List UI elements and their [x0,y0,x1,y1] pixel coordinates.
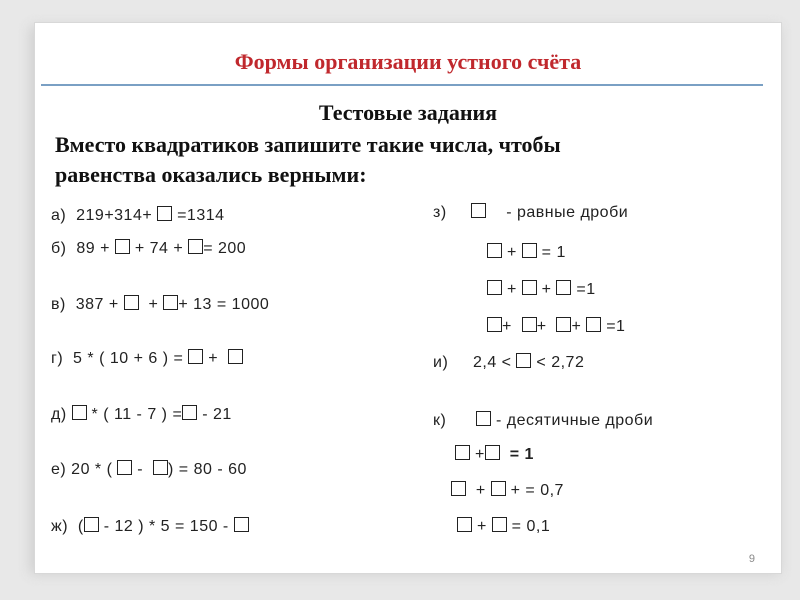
answer-box[interactable] [157,206,172,221]
answer-box[interactable] [485,445,500,460]
answer-box[interactable] [117,460,132,475]
answer-box[interactable] [522,280,537,295]
answer-box[interactable] [124,295,139,310]
task-text: + = 0,7 [505,482,564,499]
answer-box[interactable] [492,517,507,532]
answer-box[interactable] [228,349,243,364]
answer-box[interactable] [84,517,99,532]
task-text: - десятичные дроби [495,412,654,429]
answer-box[interactable] [522,317,537,332]
task-g [51,349,243,368]
task-k-3 [457,517,550,536]
task-e [51,460,247,479]
task-text: ) = 80 - 60 [168,461,247,478]
task-a [51,206,225,225]
task-text: + [502,244,522,261]
task-text: г) 5 * ( 10 + 6 ) = [51,350,189,367]
answer-box[interactable] [491,481,506,496]
answer-box[interactable] [451,481,466,496]
task-text: - 21 [197,406,232,423]
answer-box[interactable] [234,517,249,532]
task-text: = 1 [536,244,566,261]
answer-box[interactable] [188,349,203,364]
answer-box[interactable] [487,280,502,295]
task-text: =1314 [172,207,225,224]
task-i [433,353,584,372]
task-text: + [470,446,485,463]
task-zh [51,517,249,536]
task-text: - 12 ) * 5 = 150 - [98,518,234,535]
task-text: и) 2,4 < [433,354,517,371]
task-z-1 [487,243,566,262]
slide-title: Формы организации устного счёта [234,49,582,74]
answer-box[interactable] [586,317,601,332]
task-text: =1 [601,318,626,335]
task-z-2 [487,280,596,299]
task-v [51,295,269,314]
task-text: + [502,281,522,298]
task-text: + [571,318,587,335]
task-text: + [536,318,557,335]
task-text: а) 219+314+ [51,207,158,224]
answer-box[interactable] [153,460,168,475]
instruction-line-1: Вместо квадратиков запишите такие числа, чтобы [55,132,561,157]
answer-box[interactable] [163,295,178,310]
task-b [51,239,246,258]
answer-box[interactable] [556,280,571,295]
task-text: = 1 [499,446,534,463]
slide [34,22,782,574]
answer-box[interactable] [72,405,87,420]
task-z [433,203,628,222]
task-z-3 [487,317,625,336]
answer-box[interactable] [471,203,486,218]
answer-box[interactable] [457,517,472,532]
answer-box[interactable] [556,317,571,332]
answer-box[interactable] [487,317,502,332]
task-text: б) 89 + [51,240,115,257]
answer-box[interactable] [487,243,502,258]
task-text: + [138,296,164,313]
task-label: к) [433,412,447,429]
title-divider [41,84,763,86]
task-text: + [502,318,522,335]
answer-box[interactable] [182,405,197,420]
task-label: з) [433,204,447,221]
answer-box[interactable] [516,353,531,368]
task-text: в) 387 + [51,296,124,313]
task-text: е) 20 * ( [51,461,118,478]
answer-box[interactable] [188,239,203,254]
answer-box[interactable] [455,445,470,460]
page-number: 9 [748,553,755,565]
task-text: + [203,350,224,367]
task-text: < 2,72 [531,354,585,371]
answer-box[interactable] [476,411,491,426]
task-text: + [536,281,557,298]
task-text: + [472,518,492,535]
task-text: = 200 [203,240,247,257]
task-text: - [132,461,154,478]
task-text: д) [51,406,72,423]
task-text: + [466,482,491,499]
task-text: * ( 11 - 7 ) = [86,406,183,423]
task-k [433,411,653,430]
section-heading: Тестовые задания [318,100,498,125]
task-text: + 74 + [129,240,189,257]
answer-box[interactable] [115,239,130,254]
task-k-1 [455,445,534,464]
task-text: =1 [571,281,596,298]
instruction-line-2: равенства оказались верными: [55,162,367,187]
task-d [51,405,232,424]
task-text: - равные дроби [506,204,629,221]
answer-box[interactable] [522,243,537,258]
task-k-2 [451,481,564,500]
task-text: = 0,1 [506,518,551,535]
task-text: ж) ( [51,518,84,535]
task-text: + 13 = 1000 [178,296,270,313]
